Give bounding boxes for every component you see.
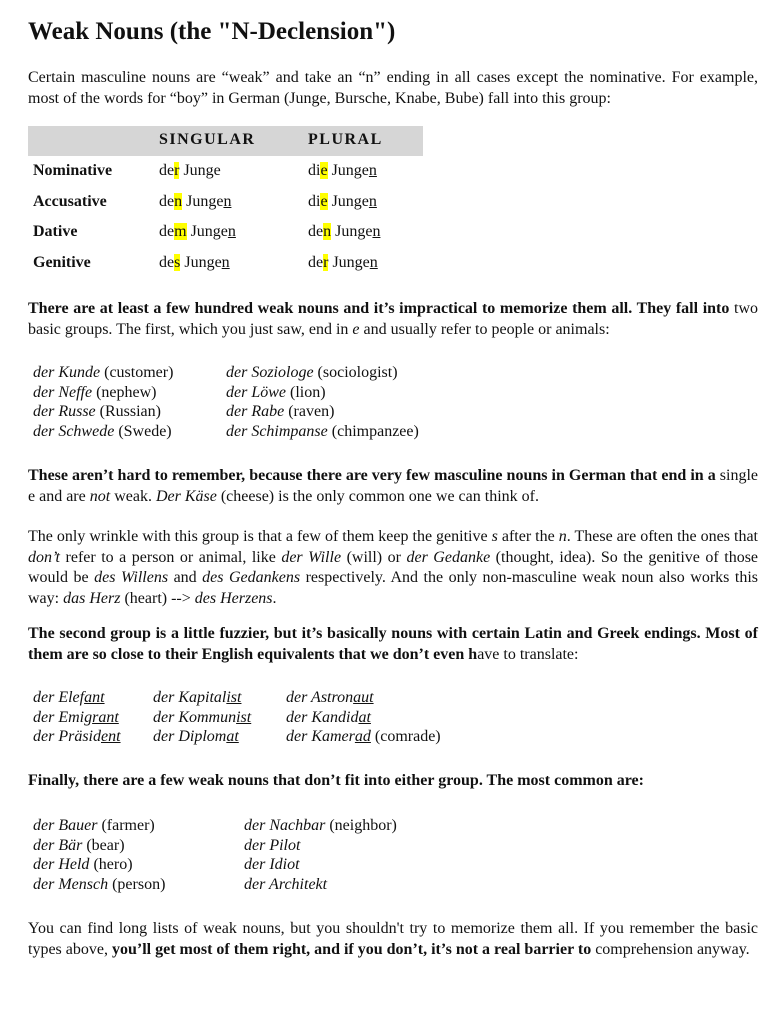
table-row xyxy=(28,223,423,247)
word-column xyxy=(244,816,397,894)
case-label: Genitive xyxy=(33,254,91,271)
case-label: Dative xyxy=(33,223,78,240)
list-item: der Diplomat xyxy=(153,728,239,745)
list-item: der Kamerad (comrade) xyxy=(286,728,441,745)
table-header xyxy=(28,126,423,156)
page-title: Weak Nouns (the "N-Declension") xyxy=(28,18,396,45)
list-item: der Elefant xyxy=(33,689,105,706)
list-item: der Schimpanse (chimpanzee) xyxy=(226,422,419,440)
list-item: der Pilot xyxy=(244,836,301,854)
list-item: der Kunde (customer) xyxy=(33,364,174,381)
word-column xyxy=(286,688,441,747)
paragraph-conclusion: You can find long lists of weak nouns, but you shouldn't try to memorize them all. If you remember the basic types above, you’ll get most of them right, and if you don’t, it’s not a real barrier to comprehension anyway. xyxy=(28,920,758,958)
list-item: der Soziologe (sociologist) xyxy=(226,364,398,381)
list-item: der Held (hero) xyxy=(33,856,133,873)
list-item: der Russe (Russian) xyxy=(33,403,161,420)
word-column xyxy=(33,688,121,747)
paragraph-third-group: Finally, there are a few weak nouns that don’t fit into either group. The most common are: xyxy=(28,772,644,789)
list-item: der Nachbar (neighbor) xyxy=(244,817,397,834)
word-column xyxy=(153,688,251,747)
list-item: der Kapitalist xyxy=(153,689,242,706)
case-label: Nominative xyxy=(33,162,113,179)
declension-table xyxy=(28,126,423,271)
plural-form: die Jungen xyxy=(308,193,377,210)
table-row xyxy=(28,162,423,186)
intro-paragraph: Certain masculine nouns are “weak” and take an “n” ending in all cases except the nominative. For example, most of the words for “boy” in German (Junge, Bursche, Knabe, Bube) fall into this group: xyxy=(28,69,758,107)
singular-form: der Junge xyxy=(159,162,221,179)
list-item: der Rabe (raven) xyxy=(226,403,335,420)
list-item: der Architekt xyxy=(244,875,328,893)
list-item: der Schwede (Swede) xyxy=(33,422,172,440)
list-item: der Löwe (lion) xyxy=(226,383,326,401)
table-row xyxy=(28,254,423,278)
list-item: der Astronaut xyxy=(286,689,374,706)
column-header-singular: SINGULAR xyxy=(159,131,256,148)
plural-form: die Jungen xyxy=(308,162,377,179)
list-item: der Neffe (nephew) xyxy=(33,383,157,401)
table-row xyxy=(28,193,423,217)
word-column xyxy=(33,816,165,894)
list-item: der Bär (bear) xyxy=(33,836,125,854)
paragraph-two-groups: There are at least a few hundred weak nouns and it’s impractical to memorize them all. They fall into two basic groups. The first, which you just saw, end in e and usually refer to people or animals: xyxy=(28,300,758,338)
list-item: der Emigrant xyxy=(33,708,119,726)
list-item: der Kandidat xyxy=(286,708,371,726)
paragraph-genitive-wrinkle: The only wrinkle with this group is that a few of them keep the genitive s after the n. These are often the ones that don’t refer to a person or animal, like der Wille (will) or der Gedanke (thought, idea). So the genitive of those would be des Willens and des Gedankens respectively. And the only non-masculine weak noun also works this way: das Herz (heart) --> des Herzens. xyxy=(28,528,759,607)
plural-form: den Jungen xyxy=(308,223,381,240)
list-item: der Kommunist xyxy=(153,708,252,726)
list-item: der Präsident xyxy=(33,728,121,745)
word-column xyxy=(226,363,419,441)
word-column xyxy=(33,363,173,441)
column-header-plural: PLURAL xyxy=(308,131,383,148)
paragraph-easy-to-remember: These aren’t hard to remember, because there are very few masculine nouns in German that end in a single e and are not weak. Der Käse (cheese) is the only common one we can think of. xyxy=(28,467,758,505)
plural-form: der Jungen xyxy=(308,254,378,271)
list-item: der Idiot xyxy=(244,856,300,873)
singular-form: des Jungen xyxy=(159,254,230,271)
singular-form: den Jungen xyxy=(159,193,232,210)
paragraph-second-group: The second group is a little fuzzier, but it’s basically nouns with certain Latin and Greek endings. Most of them are so close to their English equivalents that we don’t even have to translate: xyxy=(28,625,758,663)
list-item: der Bauer (farmer) xyxy=(33,817,155,834)
list-item: der Mensch (person) xyxy=(33,875,166,893)
singular-form: dem Jungen xyxy=(159,223,236,240)
case-label: Accusative xyxy=(33,193,107,210)
